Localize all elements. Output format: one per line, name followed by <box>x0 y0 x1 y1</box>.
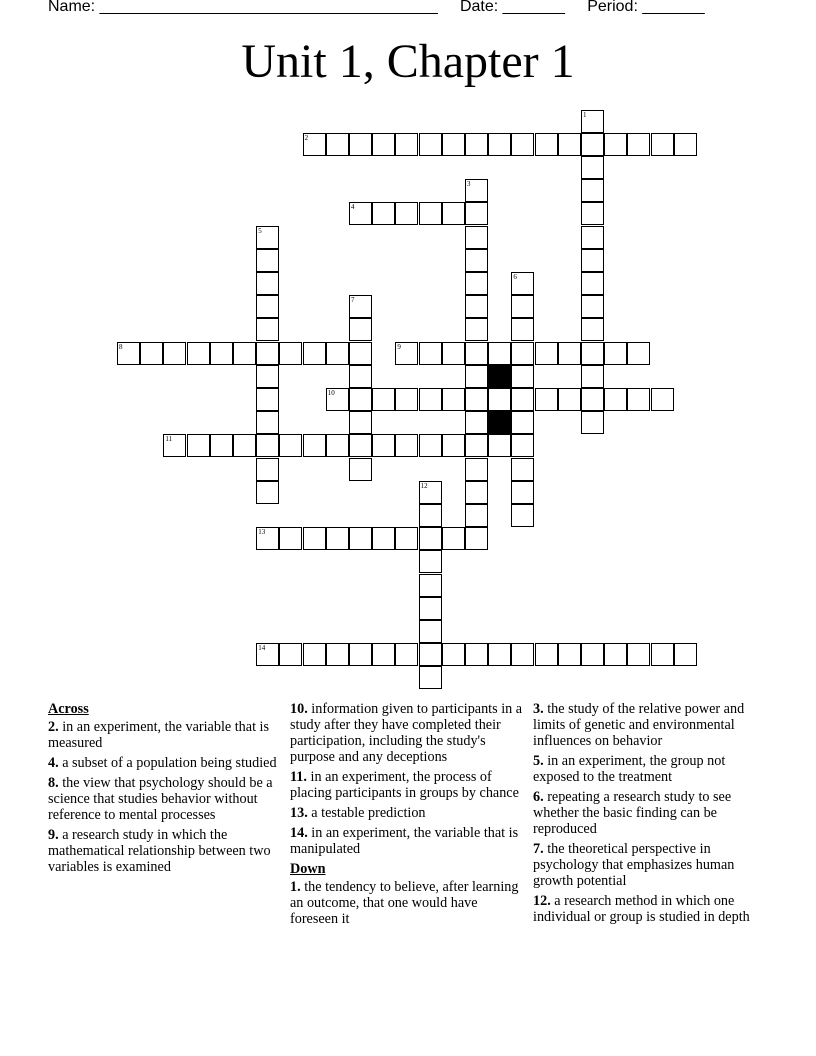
crossword-cell[interactable] <box>395 388 418 411</box>
crossword-cell[interactable] <box>279 434 302 457</box>
crossword-cell[interactable] <box>674 643 697 666</box>
crossword-cell[interactable] <box>419 620 442 643</box>
crossword-cell[interactable] <box>326 527 349 550</box>
crossword-cell[interactable] <box>511 434 534 457</box>
crossword-cell[interactable] <box>419 133 442 156</box>
crossword-cell[interactable] <box>395 643 418 666</box>
black-square <box>488 411 511 434</box>
crossword-cell[interactable] <box>419 574 442 597</box>
crossword-cell[interactable] <box>419 504 442 527</box>
crossword-cell[interactable] <box>488 643 511 666</box>
clue-down-6: 6. repeating a research study to see whether the basic finding can be reproduced <box>533 789 732 837</box>
clue-number: 14 <box>258 644 266 653</box>
crossword-cell[interactable] <box>581 295 604 318</box>
crossword-cell[interactable] <box>349 318 372 341</box>
crossword-cell[interactable] <box>419 342 442 365</box>
crossword-cell[interactable] <box>558 342 581 365</box>
clue-column-1 <box>48 701 280 879</box>
down-heading: Down <box>290 861 326 877</box>
crossword-cell[interactable] <box>511 643 534 666</box>
crossword-cell[interactable] <box>349 434 372 457</box>
clue-down-7: 7. the theoretical perspective in psychology that emphasizes human growth potential <box>533 841 735 889</box>
clue-number: 10 <box>327 388 335 397</box>
period-blank[interactable]: _______ <box>642 0 705 15</box>
crossword-cell[interactable] <box>465 133 488 156</box>
crossword-cell[interactable] <box>372 643 395 666</box>
clue-number: 11 <box>165 435 173 444</box>
name-label: Name: <box>48 0 96 15</box>
crossword-cell[interactable] <box>465 342 488 365</box>
crossword-cell[interactable] <box>395 342 418 365</box>
date-blank[interactable]: _______ <box>502 0 565 15</box>
crossword-cell[interactable] <box>581 342 604 365</box>
crossword-cell[interactable] <box>256 249 279 272</box>
crossword-cell[interactable] <box>465 365 488 388</box>
crossword-cell[interactable] <box>581 388 604 411</box>
crossword-cell[interactable] <box>372 133 395 156</box>
crossword-cell[interactable] <box>279 527 302 550</box>
clue-across-11: 11. in an experiment, the process of placing participants in groups by chance <box>290 769 519 801</box>
crossword-cell[interactable] <box>256 342 279 365</box>
crossword-cell[interactable] <box>604 342 627 365</box>
crossword-cell[interactable] <box>651 388 674 411</box>
crossword-cell[interactable] <box>581 156 604 179</box>
crossword-cell[interactable] <box>419 666 442 689</box>
crossword-cell[interactable] <box>651 643 674 666</box>
crossword-cell[interactable] <box>326 434 349 457</box>
crossword-cell[interactable] <box>140 342 163 365</box>
crossword-cell[interactable] <box>233 342 256 365</box>
clue-across-9: 9. a research study in which the mathematical relationship between two variables is examined <box>48 827 271 875</box>
crossword-cell[interactable] <box>465 434 488 457</box>
crossword-cell[interactable] <box>581 179 604 202</box>
crossword-cell[interactable] <box>511 272 534 295</box>
crossword-cell[interactable] <box>349 527 372 550</box>
crossword-cell[interactable] <box>419 597 442 620</box>
crossword-cell[interactable] <box>558 133 581 156</box>
crossword-cell[interactable] <box>303 643 326 666</box>
crossword-cell[interactable] <box>465 318 488 341</box>
crossword-cell[interactable] <box>442 342 465 365</box>
crossword-cell[interactable] <box>465 527 488 550</box>
crossword-cell[interactable] <box>419 388 442 411</box>
crossword-cell[interactable] <box>627 388 650 411</box>
crossword-cell[interactable] <box>465 179 488 202</box>
crossword-cell[interactable] <box>627 643 650 666</box>
crossword-cell[interactable] <box>535 643 558 666</box>
crossword-cell[interactable] <box>233 434 256 457</box>
crossword-cell[interactable] <box>535 133 558 156</box>
clue-number: 1 <box>583 110 587 119</box>
crossword-cell[interactable] <box>442 388 465 411</box>
crossword-cell[interactable] <box>349 202 372 225</box>
crossword-cell[interactable] <box>442 133 465 156</box>
crossword-cell[interactable] <box>210 434 233 457</box>
crossword-cell[interactable] <box>349 342 372 365</box>
crossword-cell[interactable] <box>604 133 627 156</box>
crossword-cell[interactable] <box>558 643 581 666</box>
crossword-cell[interactable] <box>511 133 534 156</box>
crossword-cell[interactable] <box>395 202 418 225</box>
crossword-cell[interactable] <box>442 527 465 550</box>
crossword-cell[interactable] <box>187 342 210 365</box>
clue-column-3 <box>533 701 773 929</box>
crossword-cell[interactable] <box>349 295 372 318</box>
crossword-cell[interactable] <box>674 133 697 156</box>
clue-down-12: 12. a research method in which one individual or group is studied in depth <box>533 893 750 925</box>
clue-across-4: 4. a subset of a population being studied <box>48 755 277 771</box>
crossword-cell[interactable] <box>303 342 326 365</box>
crossword-cell[interactable] <box>256 411 279 434</box>
crossword-cell[interactable] <box>395 133 418 156</box>
crossword-cell[interactable] <box>465 388 488 411</box>
clue-number: 12 <box>420 481 428 490</box>
crossword-cell[interactable] <box>349 365 372 388</box>
crossword-cell[interactable] <box>651 133 674 156</box>
crossword-cell[interactable] <box>419 434 442 457</box>
crossword-cell[interactable] <box>465 411 488 434</box>
crossword-cell[interactable] <box>581 318 604 341</box>
crossword-cell[interactable] <box>349 458 372 481</box>
crossword-cell[interactable] <box>349 643 372 666</box>
clue-number: 5 <box>258 226 262 235</box>
clue-across-14: 14. in an experiment, the variable that is manipulated <box>290 825 519 857</box>
crossword-cell[interactable] <box>326 388 349 411</box>
crossword-cell[interactable] <box>511 458 534 481</box>
crossword-cell[interactable] <box>581 133 604 156</box>
clue-number: 3 <box>467 180 471 189</box>
crossword-cell[interactable] <box>511 365 534 388</box>
crossword-cell[interactable] <box>303 527 326 550</box>
clue-down-5: 5. in an experiment, the group not exposed to the treatment <box>533 753 726 785</box>
clue-number: 2 <box>304 133 309 142</box>
crossword-cell[interactable] <box>511 481 534 504</box>
crossword-cell[interactable] <box>442 202 465 225</box>
crossword-cell[interactable] <box>256 318 279 341</box>
crossword-cell[interactable] <box>627 342 650 365</box>
crossword-cell[interactable] <box>256 388 279 411</box>
clue-down-1: 1. the tendency to believe, after learning an outcome, that one would have foreseen it <box>290 879 519 927</box>
crossword-cell[interactable] <box>326 133 349 156</box>
clue-number: 4 <box>351 203 355 212</box>
crossword-cell[interactable] <box>511 342 534 365</box>
crossword-cell[interactable] <box>581 365 604 388</box>
crossword-cell[interactable] <box>372 434 395 457</box>
crossword-cell[interactable] <box>581 272 604 295</box>
crossword-cell[interactable] <box>511 295 534 318</box>
clue-across-2: 2. in an experiment, the variable that is measured <box>48 719 270 751</box>
clue-number: 6 <box>513 272 517 281</box>
crossword-cell[interactable] <box>303 434 326 457</box>
crossword-cell[interactable] <box>581 202 604 225</box>
clue-number: 9 <box>397 342 401 351</box>
clue-across-10: 10. information given to participants in a study after they have completed their participation, including the study's purpose and any deceptions <box>290 701 523 765</box>
crossword-cell[interactable] <box>627 133 650 156</box>
crossword-cell[interactable] <box>442 643 465 666</box>
clue-number: 13 <box>258 528 266 537</box>
crossword-cell[interactable] <box>511 504 534 527</box>
across-heading: Across <box>48 701 89 717</box>
crossword-cell[interactable] <box>581 411 604 434</box>
page-title: Unit 1, Chapter 1 <box>241 35 575 88</box>
crossword-cell[interactable] <box>535 388 558 411</box>
crossword-cell[interactable] <box>256 295 279 318</box>
crossword-cell[interactable] <box>326 643 349 666</box>
crossword-cell[interactable] <box>419 527 442 550</box>
crossword-cell[interactable] <box>488 434 511 457</box>
crossword-cell[interactable] <box>372 202 395 225</box>
crossword-cell[interactable] <box>372 527 395 550</box>
crossword-cell[interactable] <box>442 434 465 457</box>
crossword-cell[interactable] <box>256 226 279 249</box>
period-label: Period: <box>587 0 638 15</box>
clue-across-13: 13. a testable prediction <box>290 805 426 821</box>
clue-down-3: 3. the study of the relative power and limits of genetic and environmental influences on behavior <box>533 701 745 749</box>
crossword-cell[interactable] <box>488 342 511 365</box>
crossword-cell[interactable] <box>465 272 488 295</box>
clue-across-8: 8. the view that psychology should be a science that studies behavior without reference to mental processes <box>48 775 273 823</box>
crossword-cell[interactable] <box>465 504 488 527</box>
crossword-cell[interactable] <box>581 226 604 249</box>
crossword-cell[interactable] <box>465 249 488 272</box>
crossword-cell[interactable] <box>465 458 488 481</box>
crossword-cell[interactable] <box>256 527 279 550</box>
crossword-cell[interactable] <box>256 434 279 457</box>
crossword-cell[interactable] <box>256 365 279 388</box>
crossword-cell[interactable] <box>395 434 418 457</box>
crossword-cell[interactable] <box>279 643 302 666</box>
crossword-cell[interactable] <box>163 342 186 365</box>
clue-column-2 <box>290 701 526 931</box>
clue-number: 7 <box>351 296 355 305</box>
crossword-cell[interactable] <box>117 342 140 365</box>
crossword-cell[interactable] <box>419 550 442 573</box>
date-label: Date: <box>459 0 499 15</box>
crossword-cell[interactable] <box>419 202 442 225</box>
crossword-cell[interactable] <box>349 411 372 434</box>
crossword-cell[interactable] <box>163 434 186 457</box>
crossword-cell[interactable] <box>604 388 627 411</box>
crossword-cell[interactable] <box>210 342 233 365</box>
crossword-cell[interactable] <box>581 643 604 666</box>
crossword-cell[interactable] <box>256 272 279 295</box>
crossword-cell[interactable] <box>256 458 279 481</box>
crossword-cell[interactable] <box>558 388 581 411</box>
crossword-cell[interactable] <box>511 318 534 341</box>
crossword-cell[interactable] <box>488 388 511 411</box>
name-blank[interactable]: ______________________________________ <box>99 0 438 15</box>
crossword-cell[interactable] <box>535 342 558 365</box>
crossword-cell[interactable] <box>465 643 488 666</box>
crossword-cell[interactable] <box>349 388 372 411</box>
black-square <box>488 365 511 388</box>
crossword-cell[interactable] <box>465 481 488 504</box>
crossword-cell[interactable] <box>372 388 395 411</box>
crossword-cell[interactable] <box>303 133 326 156</box>
crossword-cell[interactable] <box>581 249 604 272</box>
crossword-cell[interactable] <box>465 202 488 225</box>
crossword-cell[interactable] <box>279 342 302 365</box>
crossword-cell[interactable] <box>511 388 534 411</box>
crossword-cell[interactable] <box>581 110 604 133</box>
crossword-cell[interactable] <box>511 411 534 434</box>
crossword-cell[interactable] <box>488 133 511 156</box>
crossword-cell[interactable] <box>604 643 627 666</box>
crossword-cell[interactable] <box>419 481 442 504</box>
crossword-cell[interactable] <box>326 342 349 365</box>
crossword-cell[interactable] <box>187 434 210 457</box>
clue-number: 8 <box>119 342 123 351</box>
crossword-cell[interactable] <box>256 643 279 666</box>
crossword-cell[interactable] <box>465 295 488 318</box>
crossword-cell[interactable] <box>256 481 279 504</box>
crossword-cell[interactable] <box>419 643 442 666</box>
crossword-cell[interactable] <box>465 226 488 249</box>
crossword-cell[interactable] <box>349 133 372 156</box>
crossword-cell[interactable] <box>395 527 418 550</box>
